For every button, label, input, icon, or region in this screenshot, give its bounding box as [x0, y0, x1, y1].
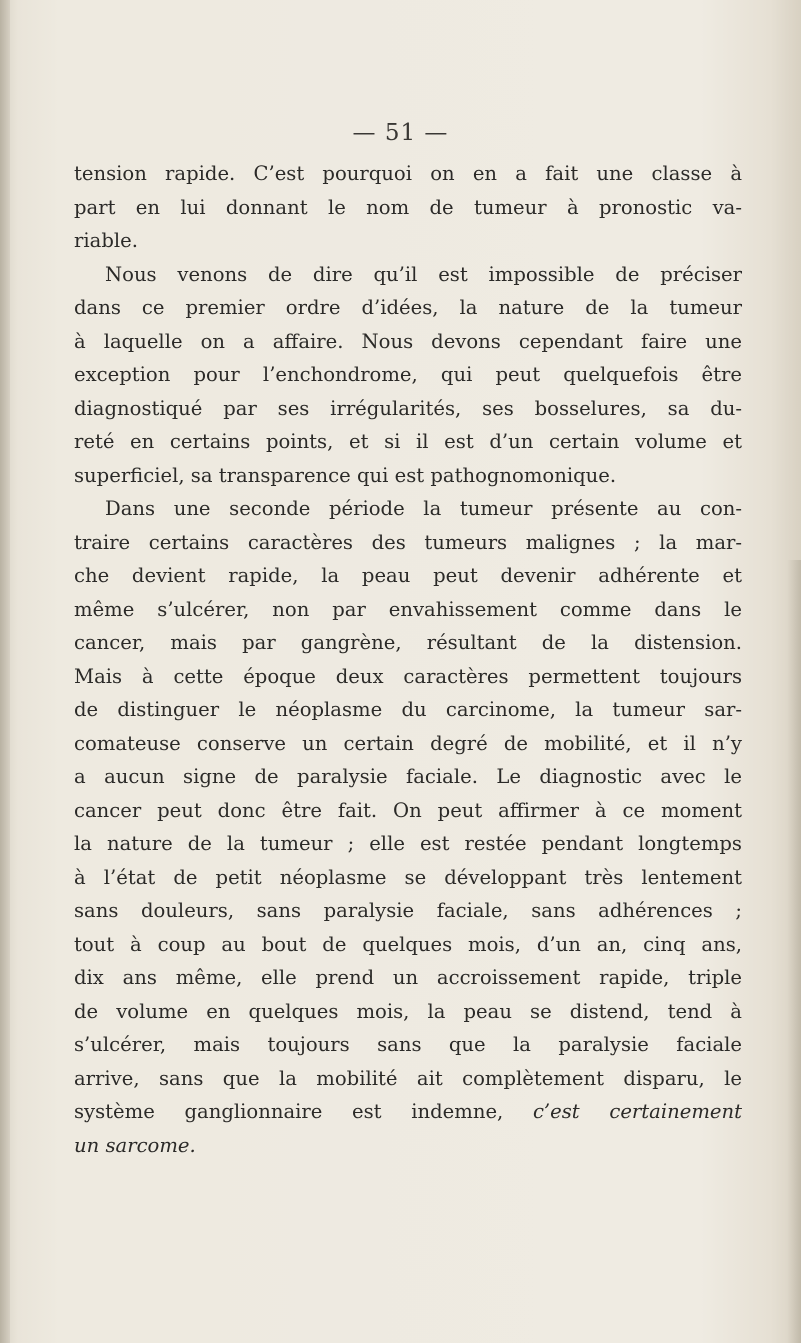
line-text: s’ulcérer, mais toujours sans que la paralysie faciale: [74, 1033, 742, 1056]
line-text: a aucun signe de paralysie faciale. Le diagnostic avec le: [74, 765, 742, 788]
line-text: superficiel, sa transparence qui est pathognomonique.: [74, 463, 617, 487]
text-line: [74, 425, 742, 459]
text-line: [74, 459, 742, 493]
text-line: [74, 861, 742, 895]
text-line: [74, 727, 742, 761]
text-line: [74, 995, 742, 1029]
text-line: [74, 794, 742, 828]
line-text: tout à coup au bout de quelques mois, d’un an, cinq ans,: [74, 932, 742, 956]
line-text: de volume en quelques mois, la peau se distend, tend à: [74, 999, 742, 1023]
text-line: [74, 358, 742, 392]
line-text: même s’ulcérer, non par envahissement comme dans le: [74, 597, 742, 621]
text-line: [74, 325, 742, 359]
text-line: [74, 526, 742, 560]
text-line: [74, 1095, 742, 1129]
text-line: [74, 760, 742, 794]
text-line: [74, 894, 742, 928]
line-text: tension rapide. C’est pourquoi on en a fait une classe à: [74, 162, 742, 185]
line-text: arrive, sans que la mobilité ait complètement disparu, le: [74, 1066, 742, 1090]
text-line: [74, 827, 742, 861]
line-text: système ganglionnaire est indemne,: [74, 1100, 504, 1123]
text-line: [74, 660, 742, 694]
italic-phrase: c’est certainement: [532, 1100, 742, 1123]
text-line: [74, 492, 742, 526]
line-text: exception pour l’enchondrome, qui peut quelquefois être: [74, 363, 742, 386]
line-text: reté en certains points, et si il est d’un certain volume et: [74, 430, 742, 453]
line-text: dix ans même, elle prend un accroissement rapide, triple: [74, 966, 742, 989]
line-text: de distinguer le néoplasme du carcinome, la tumeur sar-: [74, 698, 742, 721]
text-line: [74, 191, 742, 225]
line-text: Mais à cette époque deux caractères permettent toujours: [74, 664, 742, 688]
body-text: [74, 157, 742, 1162]
line-text: la nature de la tumeur ; elle est restée pendant longtemps: [74, 832, 742, 855]
line-text: comateuse conserve un certain degré de mobilité, et il n’y: [74, 731, 742, 755]
text-line: [74, 559, 742, 593]
line-text: à laquelle on a affaire. Nous devons cependant faire une: [74, 329, 742, 353]
line-text: riable.: [74, 229, 138, 252]
page-right-edge-shadow: [787, 560, 801, 1343]
line-text: sans douleurs, sans paralysie faciale, sans adhérences ;: [74, 899, 742, 922]
text-line: [74, 1062, 742, 1096]
text-line: [74, 626, 742, 660]
line-text: à l’état de petit néoplasme se développant très lentement: [74, 865, 742, 889]
line-text: cancer, mais par gangrène, résultant de la distension.: [74, 631, 742, 654]
italic-phrase: un sarcome.: [74, 1133, 196, 1157]
line-text: cancer peut donc être fait. On peut affirmer à ce moment: [74, 798, 742, 822]
text-line: [74, 291, 742, 325]
line-text: Nous venons de dire qu’il est impossible de préciser: [105, 262, 742, 286]
text-line: [74, 693, 742, 727]
text-line: [74, 1129, 742, 1163]
text-line: [74, 1028, 742, 1062]
line-text: diagnostiqué par ses irrégularités, ses bosselures, sa du-: [74, 396, 742, 420]
text-line: [74, 961, 742, 995]
text-line: [74, 928, 742, 962]
text-line: [74, 392, 742, 426]
text-line: [74, 157, 742, 191]
page-left-edge-shadow: [0, 0, 10, 1343]
text-line: [74, 593, 742, 627]
line-text: part en lui donnant le nom de tumeur à pronostic va-: [74, 195, 742, 219]
page-number: — 51 —: [352, 120, 449, 146]
text-line: [74, 224, 742, 258]
line-text: traire certains caractères des tumeurs malignes ; la mar-: [74, 530, 742, 554]
line-text: dans ce premier ordre d’idées, la nature de la tumeur: [74, 296, 742, 319]
line-text: Dans une seconde période la tumeur présente au con-: [105, 497, 742, 520]
line-text: che devient rapide, la peau peut devenir adhérente et: [74, 564, 742, 587]
text-line: [74, 258, 742, 292]
